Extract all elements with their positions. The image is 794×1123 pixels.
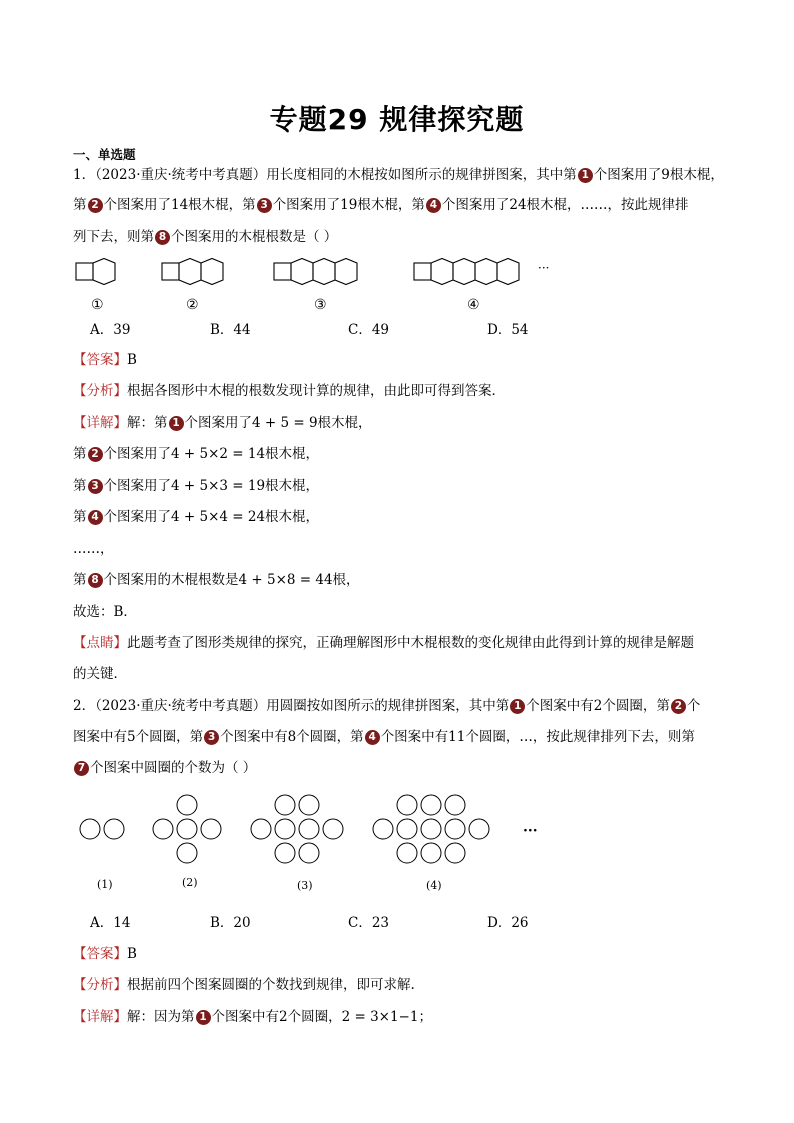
q1-detail-line-1: 【详解】解：第 1 个图案用了4 + 5 = 9根木棍， [73,415,372,431]
detail-tag: 【详解】 [73,415,127,431]
circled-number: 8 [88,573,103,588]
hexagon-shape [93,259,115,285]
q1-stem-line-2: 第 2 个图案用了14根木棍，第 3 个图案用了19根木棍，第 4 个图案用了24根木棍，……，按此规律排 [73,197,689,213]
circle-shape [299,795,319,815]
circle-shape [177,819,197,839]
figure-label: (3) [297,879,313,892]
q1-option-a: A．39 [90,322,131,338]
q2-analysis: 【分析】根据前四个图案圆圈的个数找到规律，即可求解. [73,977,415,993]
circle-shape [421,795,441,815]
figure-label: (2) [182,876,198,889]
circle-shape [299,819,319,839]
q2-option-c: C．23 [348,915,390,931]
circled-number: 7 [74,761,89,776]
q2-stem-line-2: 图案中有5个圆圈，第 3 个图案中有8个圆圈，第 4 个图案中有11个圆圈，…，按此规律排列下去，则第 [73,729,695,745]
circled-number: 3 [88,479,103,494]
figure-ellipsis: ··· [538,261,550,275]
circle-shape [177,795,197,815]
hexagon-shape [201,259,223,285]
hexagon-shape [475,259,497,285]
figure-label: ④ [467,297,480,313]
detail-tag: 【详解】 [73,1009,127,1025]
q2-circle-figures [70,790,550,896]
circle-shape [397,819,417,839]
circle-shape [397,843,417,863]
q1-choice: 故选：B． [73,604,137,620]
q2-stem-line-3: 7 个图案中圆圈的个数为（ ） [73,758,256,778]
circled-number: 4 [426,198,441,213]
q1-option-d: D．54 [487,322,529,338]
square-shape [162,263,179,280]
circled-number: 4 [365,730,380,745]
hexagon-shape [335,259,357,285]
figure-label: ① [91,297,104,313]
analysis-tag: 【分析】 [73,383,127,399]
hexagon-shape [497,259,519,285]
circle-shape [421,819,441,839]
circled-number: 3 [204,730,219,745]
circled-number: 2 [88,447,103,462]
hexagon-shape [313,259,335,285]
q2-option-a: A．14 [90,915,131,931]
circle-shape [373,819,393,839]
circled-number: 2 [671,699,686,714]
circled-number: 3 [257,198,272,213]
answer-tag: 【答案】 [73,352,127,368]
hexagon-shape [453,259,475,285]
page-title: 专题29 规律探究题 [269,103,525,136]
figure-label: (1) [97,878,113,891]
circle-shape [445,819,465,839]
circle-shape [469,819,489,839]
q1-stem-line-3: 列下去，则第 8 个图案用的木棍根数是（ ） [73,229,338,245]
q1-comment-line-1: 【点睛】此题考查了图形类规律的探究，正确理解图形中木棍根数的变化规律由此得到计算的规律是解题 [73,635,694,651]
q1-option-b: B．44 [210,322,251,338]
section-heading: 一、单选题 [73,147,136,162]
q1-detail-line-8: 第 8 个图案用的木棍根数是4 + 5×8 = 44根， [73,572,360,588]
circle-shape [275,819,295,839]
circled-number: 1 [196,1010,211,1025]
q1-detail-line-4: 第 4 个图案用了4 + 5×4 = 24根木棍， [73,509,320,525]
circle-shape [275,795,295,815]
circle-shape [201,819,221,839]
comment-tag: 【点睛】 [73,635,127,651]
circled-number: 8 [155,230,170,245]
figure-label: ② [186,297,199,313]
q2-stem-line-1: 2．（2023·重庆·统考中考真题）用圆圈按如图所示的规律拼图案，其中第 1 个图案中有2个圆圈，第 2 个 [73,698,701,714]
q1-detail-line-2: 第 2 个图案用了4 + 5×2 = 14根木棍， [73,446,320,462]
q1-detail-dots: ……， [73,541,114,557]
q1-option-c: C．49 [348,322,390,338]
circle-shape [397,795,417,815]
square-shape [414,263,431,280]
q1-stem-line-1: 1．（2023·重庆·统考中考真题）用长度相同的木棍按如图所示的规律拼图案，其中第 1 个图案用了9根木棍， [73,167,724,183]
q1-analysis: 【分析】根据各图形中木棍的根数发现计算的规律，由此即可得到答案． [73,383,505,399]
circle-shape [80,819,100,839]
analysis-tag: 【分析】 [73,977,127,993]
circle-shape [323,819,343,839]
circle-shape [153,819,173,839]
circle-shape [421,843,441,863]
figure-ellipsis: ··· [523,823,538,839]
circled-number: 1 [578,168,593,183]
circled-number: 1 [510,699,525,714]
q1-detail-line-3: 第 3 个图案用了4 + 5×3 = 19根木棍， [73,478,320,494]
q1-answer: 【答案】B [73,352,137,368]
q2-option-d: D．26 [487,915,529,931]
circle-shape [275,843,295,863]
q2-option-b: B．20 [210,915,251,931]
q2-detail-line-1: 【详解】解：因为第 1 个图案中有2个圆圈，2 = 3×1−1； [73,1009,432,1025]
q2-answer: 【答案】B [73,946,137,962]
square-shape [274,263,291,280]
circled-number: 1 [169,416,184,431]
hexagon-shape [291,259,313,285]
circle-shape [445,795,465,815]
q1-comment-line-2: 的关键． [73,666,127,682]
circle-shape [445,843,465,863]
circle-shape [299,843,319,863]
circled-number: 2 [88,198,103,213]
figure-label: (4) [426,879,442,892]
circle-shape [177,843,197,863]
circled-number: 4 [88,510,103,525]
figure-label: ③ [314,297,327,313]
circle-shape [251,819,271,839]
q1-stick-figures [60,252,580,318]
hexagon-shape [431,259,453,285]
square-shape [76,263,93,280]
answer-tag: 【答案】 [73,946,127,962]
circle-shape [104,819,124,839]
hexagon-shape [179,259,201,285]
